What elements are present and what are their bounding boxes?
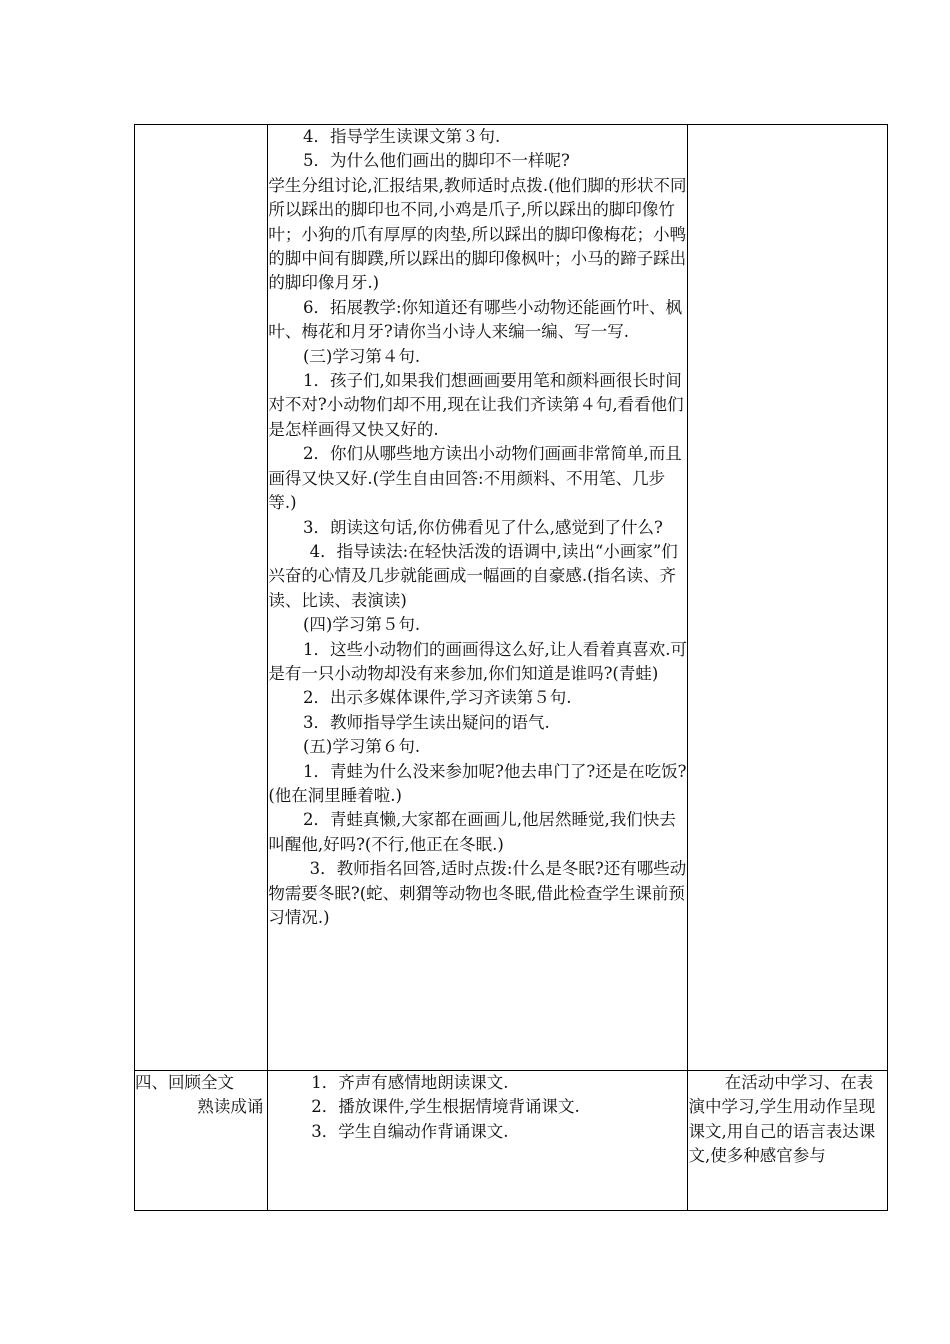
design-intent-cell	[688, 1071, 888, 1211]
paragraph: (三)学习第４句.	[302, 346, 421, 366]
paragraph: 2．出示多媒体课件,学习齐读第５句.	[302, 688, 572, 708]
design-intent-text: 在活动中学习、在表演中学习,学生用动作呈现课文,用自己的语言表达课文,使多种感官参与	[688, 1073, 876, 1166]
paragraph: 1．孩子们,如果我们想画画要用笔和颜料画很长时间对不对?小动物们却不用,现在让我们齐读第４句,看看他们是怎样画得又快又好的.	[268, 371, 684, 439]
paragraph: (五)学习第６句.	[302, 737, 421, 757]
paragraph: 5．为什么他们画出的脚印不一样呢?	[302, 151, 570, 171]
paragraph: 3．朗读这句话,你仿佛看见了什么,感觉到了什么?	[302, 517, 663, 537]
stage-title: 四、回顾全文	[135, 1073, 234, 1092]
paragraph: (四)学习第５句.	[302, 615, 421, 635]
lesson-plan-table	[134, 124, 888, 1211]
paragraph: 1．青蛙为什么没来参加呢?他去串门了?还是在吃饭?(他在洞里睡着啦.)	[268, 761, 687, 805]
paragraph: 4．指导读法:在轻快活泼的语调中,读出“小画家”们兴奋的心情及几步就能画成一幅画的自豪感.(指名读、齐读、比读、表演读)	[268, 541, 678, 610]
paragraph: 6．拓展教学:你知道还有哪些小动物还能画竹叶、枫叶、梅花和月牙?请你当小诗人来编一编、写一写.	[268, 297, 683, 342]
paragraph: 学生分组讨论,汇报结果,教师适时点拨.(他们脚的形状不同所以踩出的脚印也不同,小鸡是爪子,所以踩出的脚印像竹叶；小狗的爪有厚厚的肉垫,所以踩出的脚印像梅花；小鸭的脚中间有脚蹼,所以踩出的脚印像枫叶；小马的蹄子踩出的脚印像月牙.)	[268, 175, 687, 293]
stage-cell-empty	[135, 125, 268, 1071]
teaching-process-cell	[268, 1071, 688, 1211]
table-row	[135, 1071, 888, 1211]
paragraph: 1．这些小动物们的画画得这么好,让人看着真喜欢.可是有一只小动物却没有来参加,你们知道是谁吗?(青蛙)	[268, 639, 687, 683]
step-item: 2．播放课件,学生根据情境背诵课文.	[311, 1097, 580, 1117]
step-item: 1．齐声有感情地朗读课文.	[311, 1073, 509, 1092]
stage-cell	[135, 1071, 268, 1211]
paragraph: 2．你们从哪些地方读出小动物们画画非常简单,而且画得又快又好.(学生自由回答:不用颜料、不用笔、几步等.)	[268, 444, 682, 513]
paragraph: 3．教师指名回答,适时点拨:什么是冬眠?还有哪些动物需要冬眠?(蛇、刺猬等动物也冬眠,借此检查学生课前预习情况.)	[268, 859, 687, 927]
step-item: 3．学生自编动作背诵课文.	[311, 1121, 509, 1141]
paragraph: 3．教师指导学生读出疑问的语气.	[302, 712, 550, 732]
table-row	[135, 125, 888, 1071]
design-intent-cell-empty	[688, 125, 888, 1071]
teaching-process-cell	[268, 125, 688, 1071]
paragraph: 4．指导学生读课文第３句.	[302, 127, 501, 146]
paragraph: 2．青蛙真懒,大家都在画画儿,他居然睡觉,我们快去叫醒他,好吗?(不行,他正在冬眠.)	[268, 810, 676, 854]
stage-subtitle: 熟读成诵	[197, 1097, 264, 1117]
